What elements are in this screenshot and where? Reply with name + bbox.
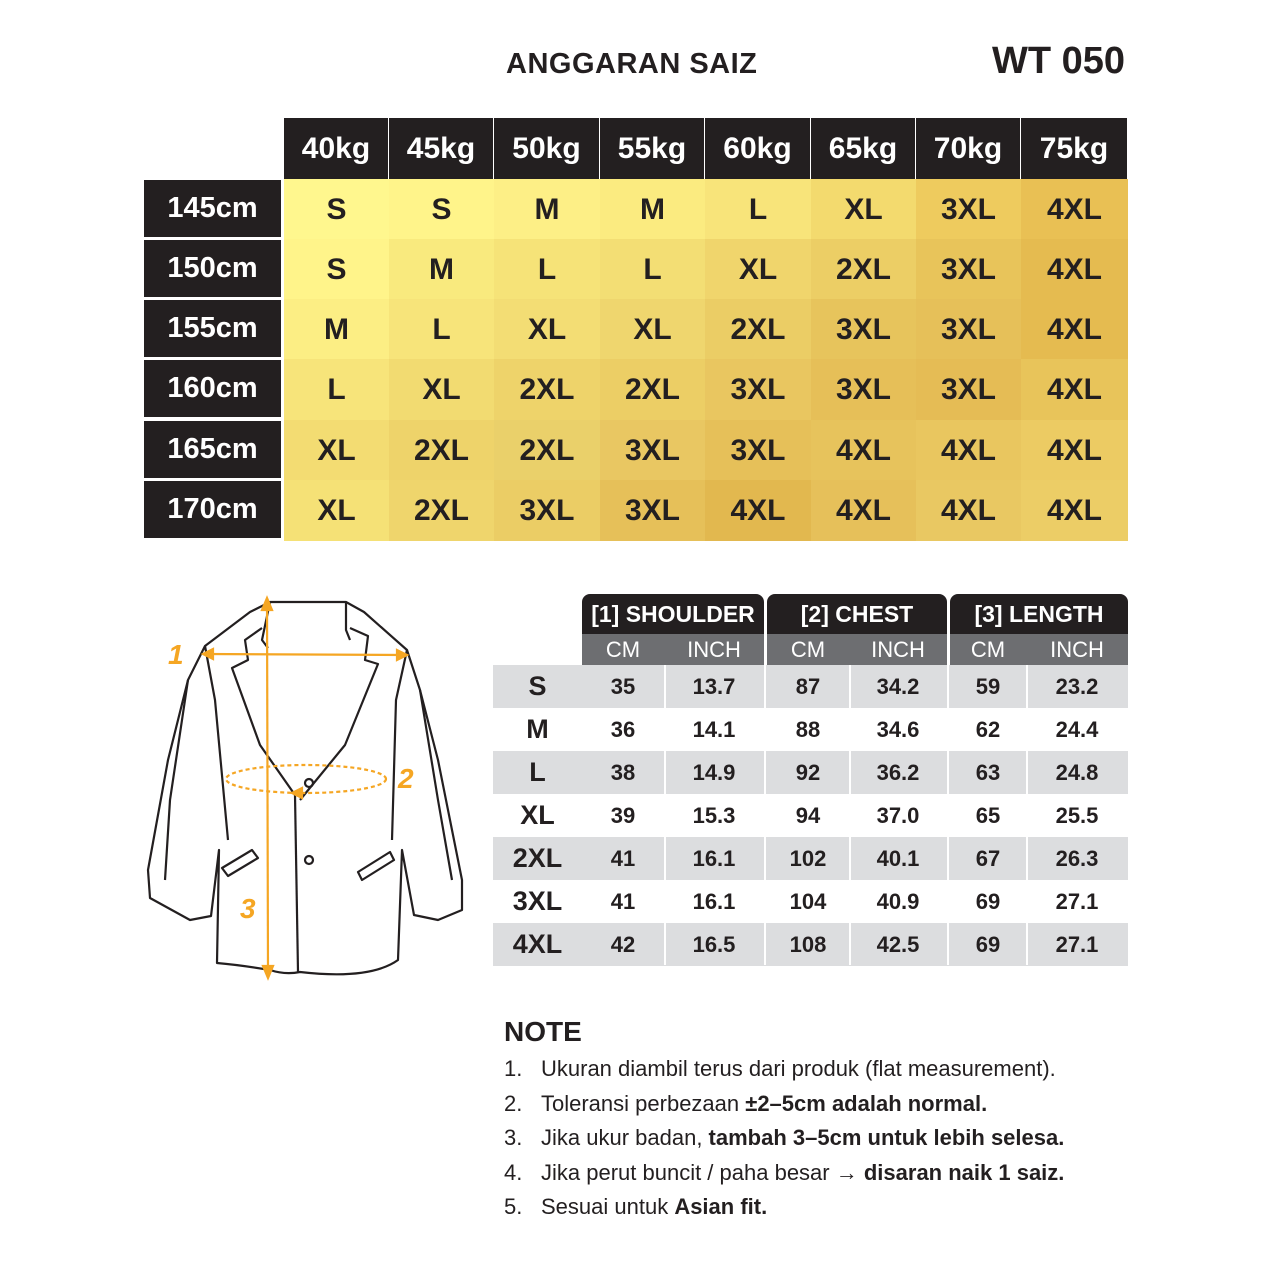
note-text: Sesuai untuk (541, 1194, 675, 1219)
note-text: Toleransi perbezaan (541, 1090, 746, 1116)
row-size-label: XL (520, 800, 555, 830)
size-cell: 3XL (811, 359, 916, 420)
size-cell: 3XL (705, 420, 811, 481)
size-cell: XL (389, 359, 494, 420)
table-cell: 69 (975, 888, 1001, 914)
size-cell: 2XL (811, 239, 916, 300)
note-item (504, 1194, 767, 1220)
table-row (493, 837, 1128, 880)
table-cell: 59 (975, 673, 1001, 699)
size-cell: XL (811, 179, 916, 240)
table-cell: 63 (975, 759, 1001, 785)
weight-header: 60kg (705, 118, 810, 179)
table-cell: 69 (975, 931, 1001, 957)
weight-header: 45kg (389, 118, 493, 179)
size-cell: 4XL (916, 480, 1021, 541)
column-divider (664, 665, 666, 965)
note-emphasis: tambah 3–5cm untuk lebih selesa. (708, 1125, 1065, 1150)
table-cell: 27.1 (1055, 888, 1099, 914)
group-header-chest: [2] CHEST (767, 594, 947, 634)
size-cell: 3XL (916, 299, 1021, 360)
note-number: 5. (504, 1194, 523, 1219)
height-header: 150cm (144, 240, 281, 297)
weight-header: 55kg (600, 118, 704, 179)
size-cell: 4XL (1021, 480, 1128, 541)
note-emphasis: disaran naik 1 saiz. (863, 1159, 1065, 1185)
size-cell: 4XL (705, 480, 811, 541)
unit-header: INCH (664, 634, 764, 665)
row-size-label: 2XL (512, 843, 563, 873)
height-header: 145cm (144, 180, 281, 237)
note-number: 2. (504, 1090, 523, 1116)
table-cell: 36 (610, 716, 636, 742)
table-cell: 34.2 (876, 673, 920, 699)
table-cell: 16.1 (692, 888, 736, 914)
table-cell: 38 (610, 759, 636, 785)
size-cell: M (494, 179, 600, 240)
weight-header: 50kg (494, 118, 599, 179)
height-header: 155cm (144, 300, 281, 357)
table-cell: 88 (795, 716, 821, 742)
row-size-label: S (528, 671, 547, 701)
table-row (493, 751, 1128, 794)
size-cell: 3XL (494, 480, 600, 541)
table-cell: 87 (795, 673, 821, 699)
table-cell: 14.9 (692, 759, 736, 785)
size-cell: L (284, 359, 389, 420)
note-item (504, 1125, 1064, 1151)
unit-header: INCH (849, 634, 947, 665)
size-cell: L (389, 299, 494, 360)
diagram-label-2: 2 (398, 763, 414, 794)
table-cell: 27.1 (1055, 931, 1099, 957)
size-cell: 4XL (811, 420, 916, 481)
table-cell: 40.1 (876, 845, 920, 871)
size-cell: 4XL (1021, 420, 1128, 481)
size-cell: 3XL (916, 179, 1021, 240)
table-cell: 37.0 (876, 802, 920, 828)
table-cell: 35 (610, 673, 636, 699)
column-divider (764, 665, 766, 965)
table-cell: 65 (975, 802, 1001, 828)
size-cell: M (389, 239, 494, 300)
notes-title: NOTE (504, 1016, 582, 1047)
column-divider (1026, 665, 1028, 965)
size-cell: 4XL (811, 480, 916, 541)
size-cell: XL (494, 299, 600, 360)
size-cell: XL (284, 420, 389, 481)
size-cell: 2XL (705, 299, 811, 360)
table-cell: 40.9 (876, 888, 920, 914)
note-text: Jika ukur badan, (541, 1125, 709, 1150)
size-cell: 4XL (916, 420, 1021, 481)
table-row (493, 708, 1128, 751)
size-cell: XL (705, 239, 811, 300)
size-cell: 3XL (916, 239, 1021, 300)
table-cell: 94 (795, 802, 821, 828)
table-cell: 26.3 (1055, 845, 1099, 871)
height-header: 165cm (144, 421, 281, 478)
column-divider (849, 665, 851, 965)
table-cell: 23.2 (1055, 673, 1099, 699)
size-cell: S (284, 179, 389, 240)
note-item (504, 1056, 1056, 1082)
column-divider (947, 665, 949, 965)
table-cell: 41 (610, 888, 636, 914)
table-row (493, 665, 1128, 708)
note-item (504, 1160, 1064, 1186)
size-cell: 2XL (389, 420, 494, 481)
jacket-diagram (140, 590, 480, 990)
height-header: 160cm (144, 360, 281, 417)
diagram-label-1: 1 (168, 639, 184, 670)
weight-header: 40kg (284, 118, 388, 179)
row-size-label: 3XL (512, 886, 563, 916)
table-cell: 102 (789, 845, 827, 871)
size-cell: 2XL (494, 420, 600, 481)
table-cell: 41 (610, 845, 636, 871)
note-item (504, 1091, 987, 1117)
table-cell: 13.7 (692, 673, 736, 699)
size-cell: 3XL (705, 359, 811, 420)
row-size-label: L (529, 757, 546, 787)
note-text: Jika perut buncit / paha besar → (541, 1159, 864, 1185)
size-cell: 4XL (1021, 239, 1128, 300)
size-cell: L (494, 239, 600, 300)
table-cell: 16.1 (692, 845, 736, 871)
row-size-label: 4XL (512, 929, 563, 959)
weight-header: 75kg (1021, 118, 1127, 179)
note-number: 4. (504, 1159, 523, 1185)
height-header: 170cm (144, 481, 281, 538)
size-cell: 4XL (1021, 359, 1128, 420)
table-cell: 16.5 (692, 931, 736, 957)
size-cell: 3XL (916, 359, 1021, 420)
table-cell: 36.2 (876, 759, 920, 785)
table-cell: 25.5 (1055, 802, 1099, 828)
size-cell: XL (600, 299, 705, 360)
jacket-outline-icon (148, 602, 462, 974)
size-cell: 3XL (600, 480, 705, 541)
size-cell: M (284, 299, 389, 360)
table-cell: 14.1 (692, 716, 736, 742)
table-row (493, 880, 1128, 923)
row-size-label: M (526, 714, 549, 744)
group-header-shoulder: [1] SHOULDER (582, 594, 764, 634)
table-cell: 108 (789, 931, 827, 957)
table-cell: 92 (795, 759, 821, 785)
diagram-label-3: 3 (240, 893, 256, 924)
unit-header: CM (950, 634, 1026, 665)
weight-header: 65kg (811, 118, 915, 179)
size-cell: L (705, 179, 811, 240)
table-cell: 34.6 (876, 716, 920, 742)
weight-header: 70kg (916, 118, 1020, 179)
table-cell: 39 (610, 802, 636, 828)
table-row (493, 794, 1128, 837)
unit-header: INCH (1026, 634, 1128, 665)
size-cell: S (389, 179, 494, 240)
size-cell: 2XL (494, 359, 600, 420)
table-cell: 24.8 (1055, 759, 1099, 785)
group-header-length: [3] LENGTH (950, 594, 1128, 634)
size-cell: 3XL (600, 420, 705, 481)
note-emphasis: Asian fit. (674, 1194, 768, 1219)
unit-header: CM (582, 634, 664, 665)
note-number: 1. (504, 1056, 523, 1081)
size-cell: 4XL (1021, 299, 1128, 360)
size-cell: 4XL (1021, 179, 1128, 240)
table-cell: 42 (610, 931, 636, 957)
size-cell: 2XL (389, 480, 494, 541)
table-row (493, 923, 1128, 966)
size-cell: XL (284, 480, 389, 541)
table-cell: 104 (789, 888, 827, 914)
size-cell: M (600, 179, 705, 240)
product-code: WT 050 (992, 40, 1126, 82)
size-cell: L (600, 239, 705, 300)
note-emphasis: ±2–5cm adalah normal. (745, 1090, 988, 1116)
table-cell: 67 (975, 845, 1001, 871)
table-cell: 42.5 (876, 931, 920, 957)
unit-header: CM (767, 634, 849, 665)
page-title: ANGGARAN SAIZ (506, 48, 758, 80)
size-cell: 3XL (811, 299, 916, 360)
table-cell: 15.3 (692, 802, 736, 828)
size-cell: S (284, 239, 389, 300)
table-cell: 24.4 (1055, 716, 1099, 742)
note-text: Ukuran diambil terus dari produk (flat measurement). (541, 1056, 1056, 1081)
note-number: 3. (504, 1125, 523, 1150)
size-cell: 2XL (600, 359, 705, 420)
table-cell: 62 (975, 716, 1001, 742)
